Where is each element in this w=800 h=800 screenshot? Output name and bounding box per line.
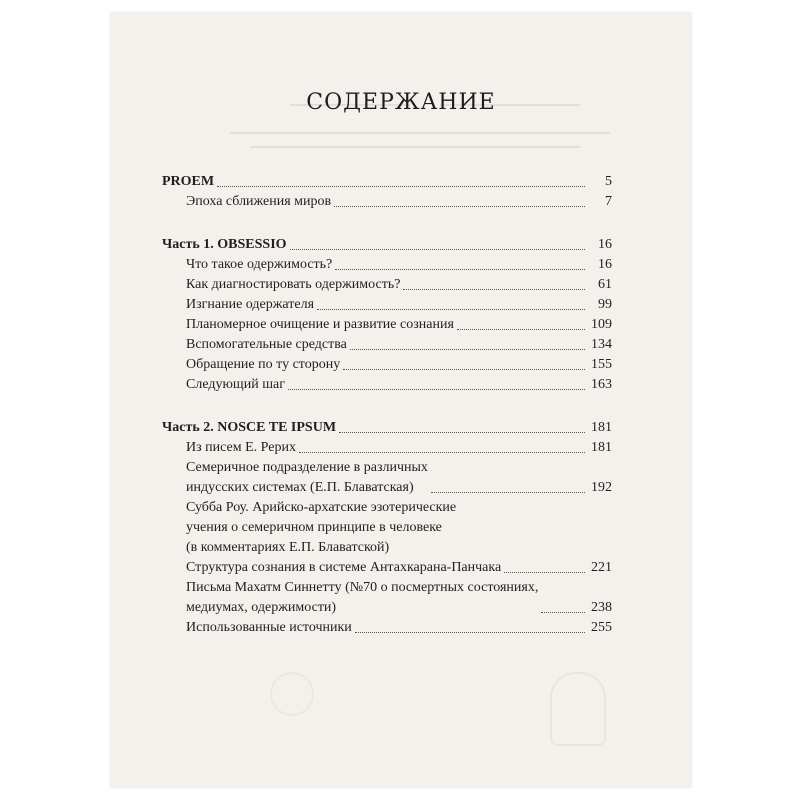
dot-leader <box>350 349 585 350</box>
dot-leader <box>290 249 585 250</box>
toc-entry <box>162 458 612 498</box>
toc-page-number: 5 <box>605 174 612 189</box>
dot-leader <box>334 206 585 207</box>
toc-entry-label-line: Письма Махатм Синнетту (№70 о посмертных состояниях, <box>186 580 539 595</box>
toc-entry-label: Из писем Е. Рерих <box>186 440 296 455</box>
dot-leader <box>339 432 585 433</box>
dot-leader <box>288 389 585 390</box>
table-of-contents <box>162 172 612 638</box>
show-through-mark <box>230 132 610 134</box>
toc-page-number: 7 <box>605 194 612 209</box>
toc-entry-label-line: Субба Роу. Арийско-архатские эзотерические <box>186 500 457 515</box>
toc-entry <box>162 375 612 395</box>
toc-entry-label-line: индусских системах (Е.П. Блаватская) <box>186 480 414 495</box>
dot-leader <box>343 369 585 370</box>
toc-page-number: 99 <box>598 297 612 312</box>
dot-leader <box>335 269 585 270</box>
toc-entry <box>162 558 612 578</box>
toc-page-number: 163 <box>591 377 612 392</box>
dot-leader <box>457 329 585 330</box>
toc-entry <box>162 438 612 458</box>
toc-page-number: 134 <box>591 337 612 352</box>
toc-page-number: 61 <box>598 277 612 292</box>
toc-entry-label-line: медиумах, одержимости) <box>186 600 337 615</box>
toc-entry-part-1 <box>162 235 612 255</box>
toc-entry-label: Следующий шаг <box>186 377 285 392</box>
toc-entry-part-2 <box>162 418 612 438</box>
toc-page-number: 192 <box>591 480 612 495</box>
toc-entry-label <box>186 458 428 498</box>
toc-page-number: 255 <box>591 620 612 635</box>
toc-entry-label: Вспомогательные средства <box>186 337 347 352</box>
toc-entry-label <box>186 498 456 558</box>
toc-entry <box>162 255 612 275</box>
dot-leader <box>299 452 585 453</box>
show-through-emblem <box>270 672 314 716</box>
toc-entry <box>162 192 612 212</box>
toc-entry-label: Часть 2. NOSCE TE IPSUM <box>162 420 337 435</box>
toc-entry <box>162 335 612 355</box>
toc-entry-label: Что такое одержимость? <box>186 257 333 272</box>
toc-entry-label: Использованные источники <box>186 620 352 635</box>
toc-entry-label: Структура сознания в системе Антахкарана-Панчака <box>186 560 502 575</box>
toc-entry-label: Эпоха сближения миров <box>186 194 332 209</box>
show-through-mark <box>250 146 580 148</box>
toc-entry-label: Изгнание одержателя <box>186 297 315 312</box>
show-through-emblem <box>550 672 606 746</box>
toc-page-number: 155 <box>591 357 612 372</box>
toc-entry-label: Как диагностировать одержимость? <box>186 277 401 292</box>
toc-entry-label: Обращение по ту сторону <box>186 357 341 372</box>
toc-page-number: 16 <box>598 237 612 252</box>
toc-entry <box>162 295 612 315</box>
toc-page-number: 109 <box>591 317 612 332</box>
toc-entry <box>162 315 612 335</box>
toc-page-number: 181 <box>591 420 612 435</box>
dot-leader <box>431 492 585 493</box>
toc-entry-label-line: (в комментариях Е.П. Блаватской) <box>186 540 390 555</box>
toc-entry-label: Часть 1. OBSESSIO <box>162 237 287 252</box>
toc-entry-label: PROEM <box>162 174 215 189</box>
dot-leader <box>403 289 585 290</box>
dot-leader <box>541 612 585 613</box>
toc-page-number: 16 <box>598 257 612 272</box>
toc-entry-label <box>186 578 538 618</box>
dot-leader <box>217 186 585 187</box>
toc-entry-label-line: Семеричное подразделение в различных <box>186 460 428 475</box>
dot-leader <box>317 309 585 310</box>
toc-entry-label-line: учения о семеричном принципе в человеке <box>186 520 442 535</box>
toc-entry-proem <box>162 172 612 192</box>
toc-entry-label: Планомерное очищение и развитие сознания <box>186 317 454 332</box>
page-title: СОДЕРЖАНИЕ <box>306 90 496 115</box>
toc-entry <box>162 355 612 375</box>
dot-leader <box>355 632 585 633</box>
toc-entry <box>162 275 612 295</box>
toc-entry <box>162 618 612 638</box>
dot-leader <box>504 572 585 573</box>
book-page <box>110 12 692 788</box>
toc-page-number: 181 <box>591 440 612 455</box>
toc-page-number: 221 <box>591 560 612 575</box>
toc-entry <box>162 578 612 618</box>
toc-page-number: 238 <box>591 600 612 615</box>
toc-entry <box>162 498 612 558</box>
